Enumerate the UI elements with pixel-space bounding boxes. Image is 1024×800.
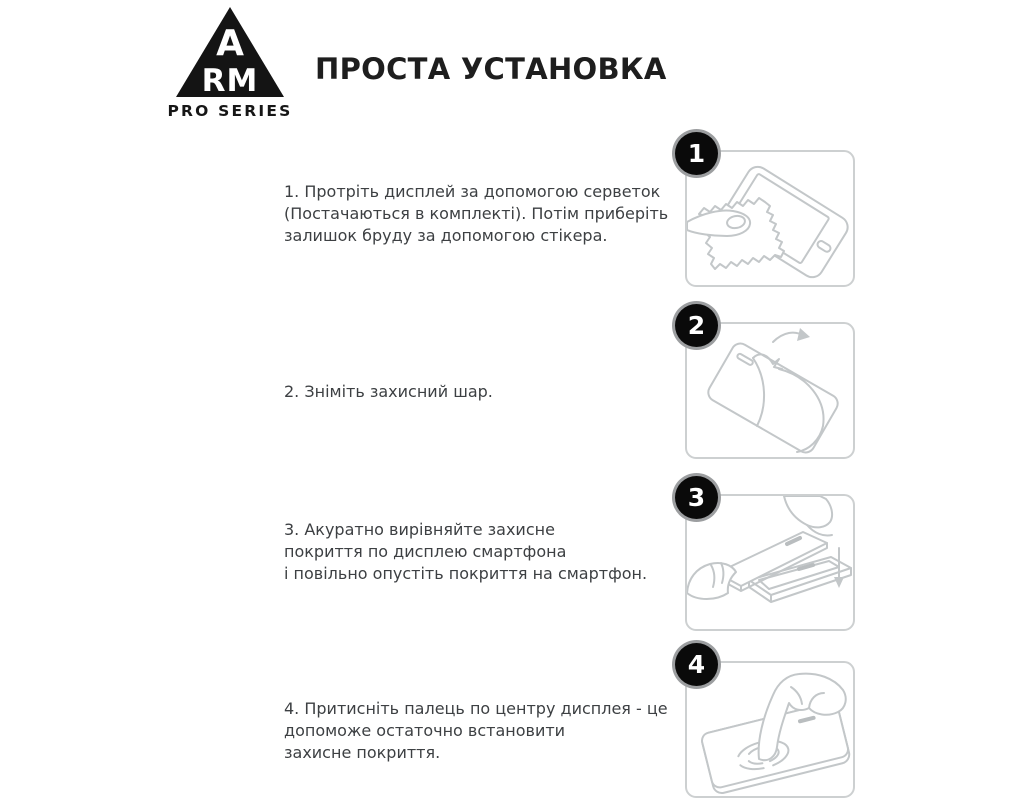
logo-letters-rm: RM (201, 63, 259, 99)
step-3-line-1: 3. Акуратно вирівняйте захисне (284, 520, 555, 539)
left-hand-outline (687, 563, 736, 599)
wipe-display-illustration-icon (687, 152, 853, 285)
step-4-figure (685, 650, 855, 798)
glass-protector-outline (705, 340, 841, 455)
step-1-text (284, 181, 684, 247)
step-3-line-2: покриття по дисплею смартфона (284, 542, 567, 561)
peel-fold-line (753, 358, 764, 426)
peel-layer-illustration-icon (687, 324, 853, 457)
step-2-badge: 2 (675, 304, 718, 347)
step-4-line-3: захисне покриття. (284, 743, 441, 762)
down-arrow-head (834, 577, 844, 588)
step-4-line-2: допоможе остаточно встановити (284, 721, 566, 740)
press-center-illustration-icon (687, 663, 853, 796)
step-2-figure (685, 311, 855, 459)
arm-pro-series-logo-icon (162, 5, 298, 119)
step-1-figure (685, 139, 855, 287)
step-1-line-1: 1. Протріть дисплей за допомогою серветок (284, 182, 661, 201)
step-4-line-1: 4. Притисніть палець по центру дисплея - це (284, 699, 668, 718)
logo-letter-a: A (216, 23, 244, 64)
step-3-line-3: і повільно опустіть покриття на смартфон. (284, 564, 648, 583)
step-1-line-2: (Постачаються в комплекті). Потім приберіть (284, 204, 669, 223)
step-3-text (284, 519, 684, 585)
page-title: ПРОСТА УСТАНОВКА (315, 52, 667, 86)
peel-arrow-head (797, 328, 810, 341)
top-hand-outline (784, 496, 832, 527)
logo-series-label: PRO SERIES (167, 102, 293, 119)
step-2-text (284, 381, 684, 403)
step-4-badge: 4 (675, 643, 718, 686)
step-1-line-3: залишок бруду за допомогою стікера. (284, 226, 608, 245)
peeled-film-edge (779, 369, 824, 452)
align-glass-illustration-icon (687, 496, 853, 629)
step-1-badge: 1 (675, 132, 718, 175)
step-3-figure (685, 483, 855, 631)
step-4-text (284, 698, 684, 764)
step-3-badge: 3 (675, 476, 718, 519)
finger-outline (687, 210, 750, 236)
step-2-line-1: 2. Зніміть захисний шар. (284, 382, 493, 401)
